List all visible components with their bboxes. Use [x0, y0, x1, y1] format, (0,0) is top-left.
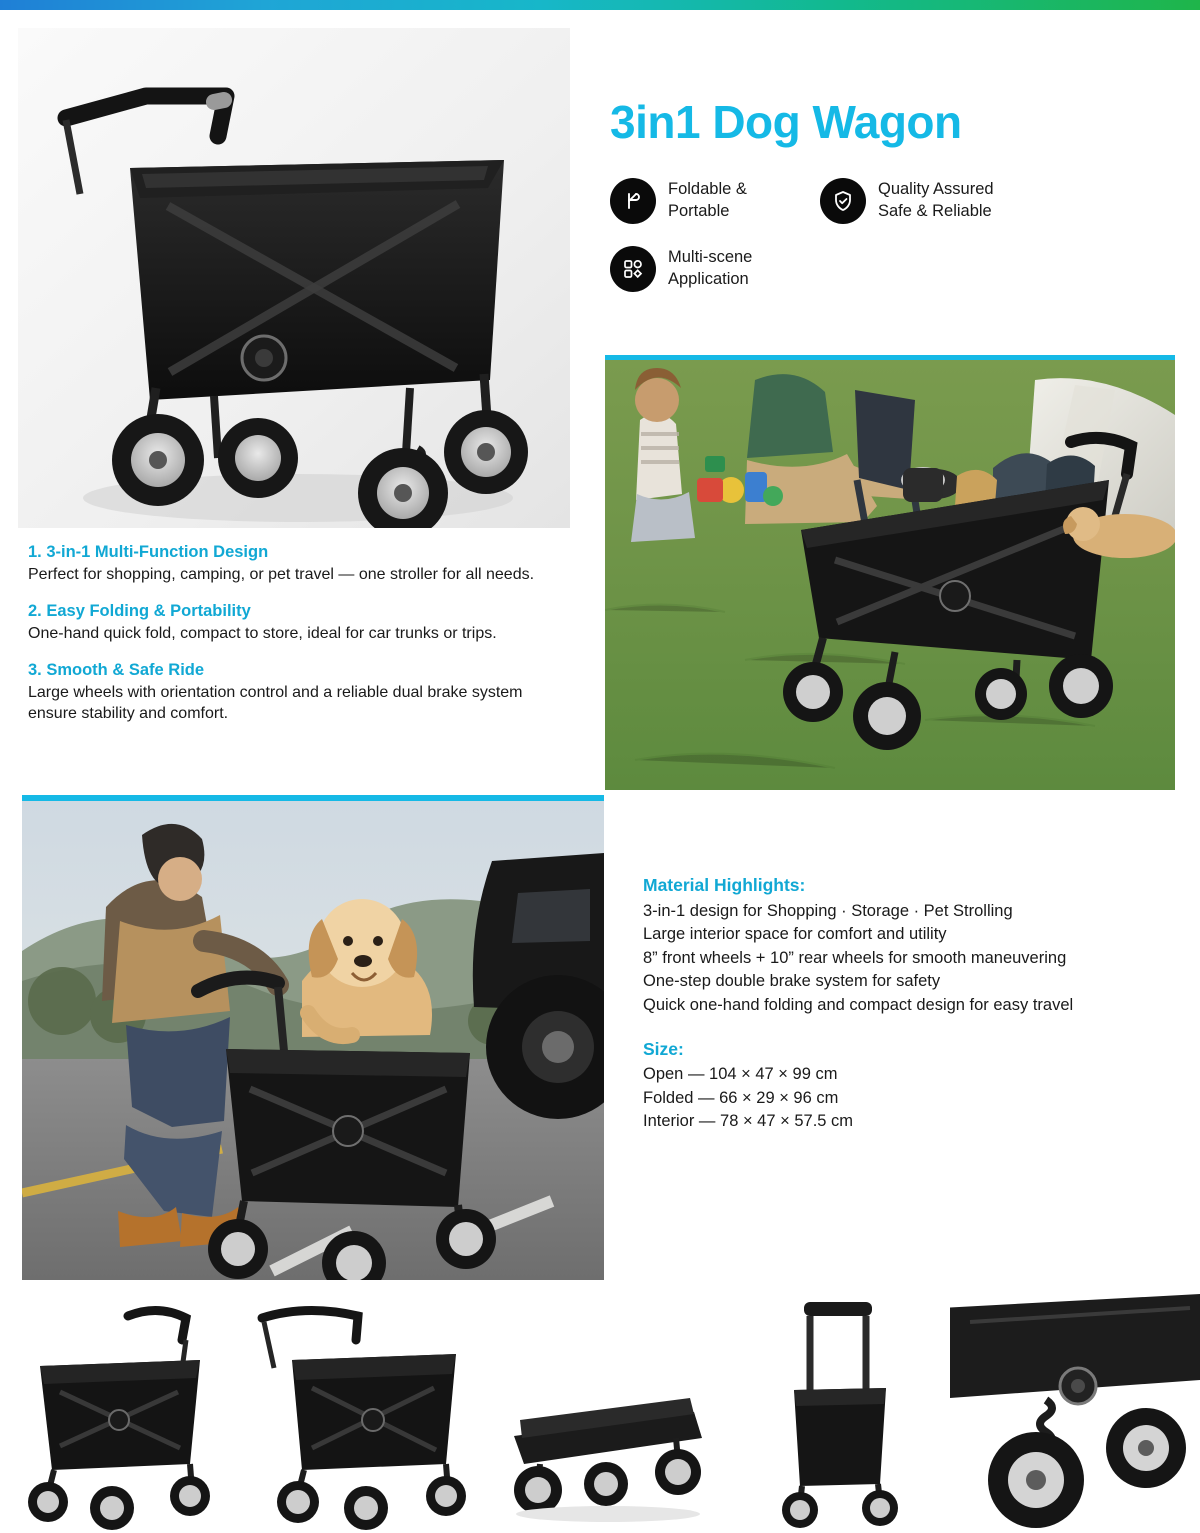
foldable-icon	[610, 178, 656, 224]
product-views-strip	[0, 1288, 1200, 1533]
badge-multi-scene-label	[668, 247, 752, 291]
wagon-folded-upright-illustration	[730, 1288, 950, 1533]
size-line-folded: Folded — 66 × 29 × 96 cm	[643, 1088, 839, 1107]
feature-item-1	[28, 543, 573, 585]
badge-row-1	[610, 178, 1170, 246]
feature-1-title: 1. 3-in-1 Multi-Function Design	[28, 543, 269, 561]
top-gradient-bar	[0, 0, 1200, 10]
feature-item-2	[28, 602, 573, 644]
feature-badges	[610, 178, 1170, 314]
material-line-1: 3-in-1 design for Shopping · Storage · Pet Strolling	[643, 902, 1013, 920]
page-title: 3in1 Dog Wagon	[610, 96, 962, 148]
wagon-wheel-detail-view	[950, 1288, 1200, 1533]
badge-foldable-line2: Portable	[668, 202, 730, 220]
walking-illustration	[22, 801, 604, 1280]
size-heading: Size:	[643, 1039, 684, 1060]
wagon-open-illustration	[0, 1288, 240, 1533]
badge-multi-scene	[610, 246, 820, 292]
material-heading: Material Highlights:	[643, 875, 806, 895]
badge-quality-assured	[820, 178, 994, 224]
wagon-angled-illustration	[240, 1288, 480, 1533]
material-line-3: 8” front wheels + 10” rear wheels for smooth maneuvering	[643, 948, 1067, 967]
camping-illustration	[605, 360, 1175, 790]
badge-foldable-portable	[610, 178, 820, 224]
walking-with-dog-photo	[22, 795, 604, 1280]
badge-quality-line2: Safe & Reliable	[878, 202, 992, 220]
feature-list	[28, 543, 573, 741]
feature-3-body: Large wheels with orientation control and a reliable dual brake system ensure stability and comfort.	[28, 684, 523, 723]
wheel-detail-illustration	[950, 1288, 1200, 1533]
hero-wagon-illustration	[18, 28, 570, 528]
wagon-folded-flat-view	[480, 1288, 730, 1533]
wagon-open-view	[0, 1288, 240, 1533]
multi-scene-icon	[610, 246, 656, 292]
badge-row-2	[610, 246, 1170, 314]
material-line-4: One-step double brake system for safety	[643, 972, 941, 991]
feature-2-body: One-hand quick fold, compact to store, ideal for car trunks or trips.	[28, 625, 497, 643]
badge-multiscene-line1: Multi-scene	[668, 248, 753, 267]
shield-check-icon	[820, 178, 866, 224]
size-line-interior: Interior — 78 × 47 × 57.5 cm	[643, 1111, 854, 1130]
material-highlights-block	[643, 875, 1188, 1133]
camping-scene-photo	[605, 355, 1175, 790]
badge-multiscene-line2: Application	[668, 270, 749, 288]
badge-foldable-line1: Foldable &	[668, 180, 747, 199]
feature-2-title: 2. Easy Folding & Portability	[28, 602, 251, 621]
badge-quality-line1: Quality Assured	[878, 180, 994, 199]
feature-3-title: 3. Smooth & Safe Ride	[28, 661, 205, 680]
badge-quality-label	[878, 179, 994, 223]
wagon-folded-upright-view	[730, 1288, 950, 1533]
product-hero-photo	[18, 28, 570, 528]
feature-1-body: Perfect for shopping, camping, or pet travel — one stroller for all needs.	[28, 566, 535, 583]
size-line-open: Open — 104 × 47 × 99 cm	[643, 1065, 838, 1084]
wagon-folded-flat-illustration	[480, 1288, 730, 1533]
badge-foldable-label	[668, 179, 747, 223]
material-line-5: Quick one-hand folding and compact design for easy travel	[643, 995, 1074, 1014]
wagon-open-angled-view	[240, 1288, 480, 1533]
feature-item-3	[28, 661, 573, 724]
material-line-2: Large interior space for comfort and utility	[643, 925, 947, 944]
